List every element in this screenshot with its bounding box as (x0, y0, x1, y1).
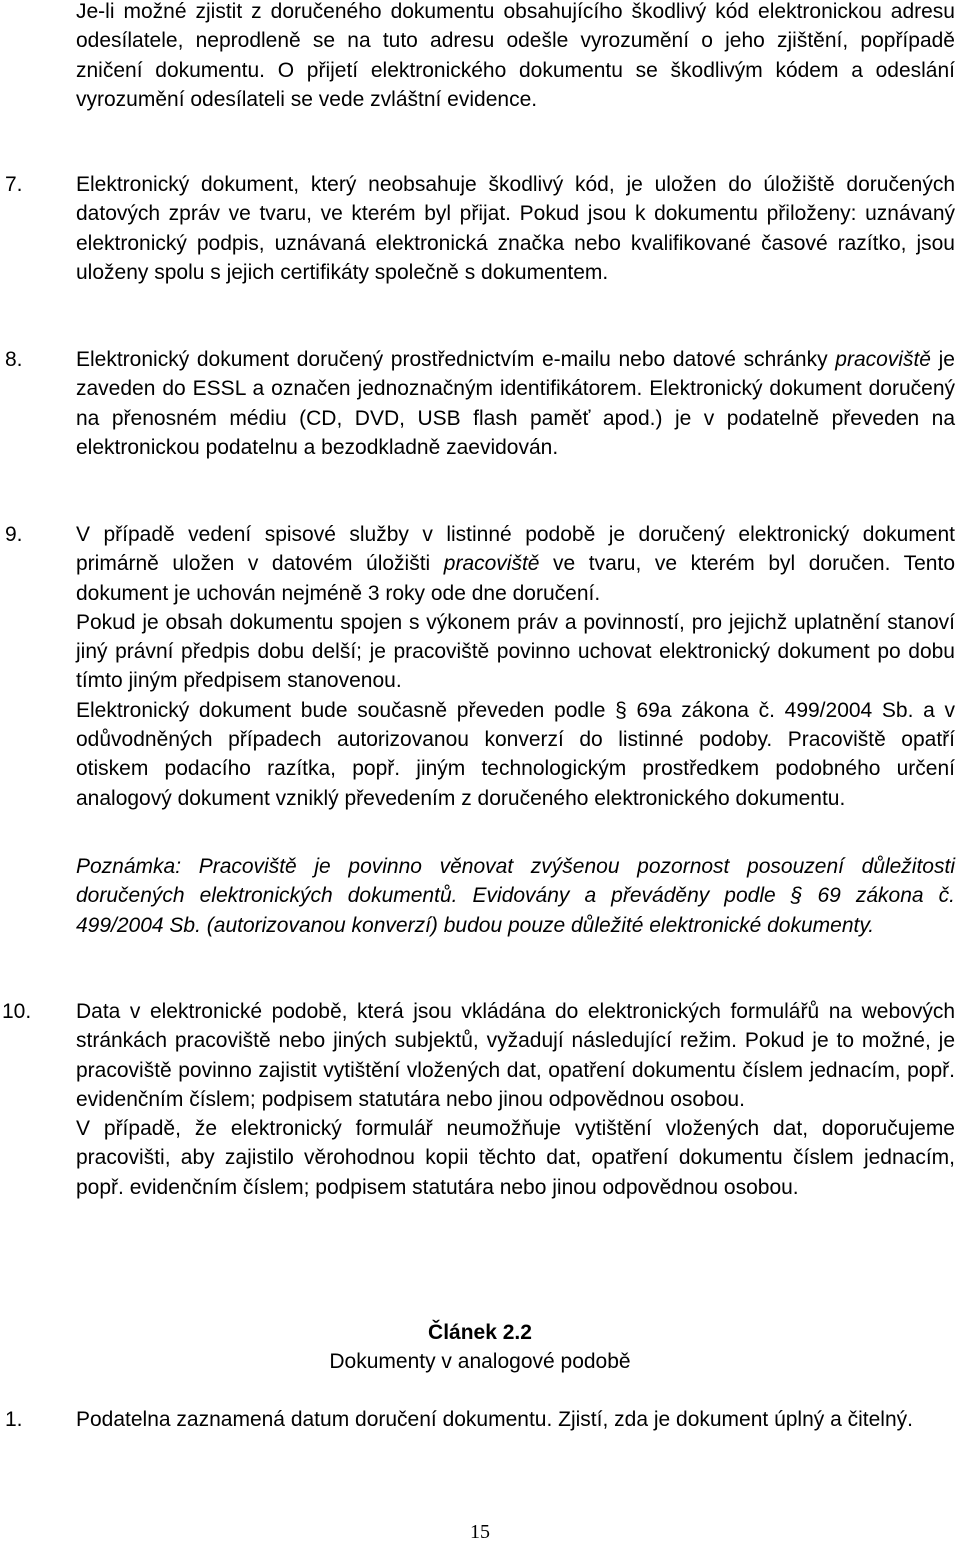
item-9-note: Poznámka: Pracoviště je povinno věnovat zvýšenou pozornost posouzení důležitosti doručených elektronických dokumentů. Evidovány a převáděny podle § 69 zákona č. 499/2004 Sb. (autorizovanou konverzí) budou pouze důležité elektronické dokumenty. (76, 855, 955, 937)
item-9-text-c: Pokud je obsah dokumentu spojen s výkonem práv a povinností, pro jejichž uplatnění stanoví jiný právní předpis dobu delší; je pracoviště povinno uchovat elektronický dokument po dobu tímto jiným předpisem stanovenou. (76, 610, 955, 693)
article-subtitle: Dokumenty v analogové podobě (329, 1350, 631, 1373)
item-10-number: 10. (2, 1000, 32, 1023)
item-10-text-a: Data v elektronické podobě, která jsou vkládána do elektronických formulářů na webových stránkách pracoviště nebo jiných subjektů, vyžadují následující režim. Pokud je to možné, je pracoviště povinno zajistit vytištění vložených dat, opatření dokumentu číslem jednacím, popř. evidenčním číslem; podpisem statutára nebo jinou odpovědnou osobou. (76, 1000, 955, 1111)
article-title: Článek 2.2 (428, 1321, 532, 1344)
item-7-number: 7. (5, 173, 23, 196)
page-number: 15 (470, 1521, 490, 1543)
item-9-paragraph (76, 520, 955, 813)
item-10-paragraph (76, 997, 955, 1202)
item-8-italic: pracoviště (835, 348, 931, 371)
item-8-paragraph (76, 345, 955, 462)
item-9-text-d: Elektronický dokument bude současně převeden podle § 69a zákona č. 499/2004 Sb. a v odůvodněných případech autorizovanou konverzí do listinné podoby. Pracoviště opatří otiskem podacího razítka, popř. jiným technologickým prostředkem podobného určení analogový dokument vzniklý převedením z doručeného elektronického dokumentu. (76, 698, 955, 810)
intro-paragraph: Je-li možné zjistit z doručeného dokumentu obsahujícího škodlivý kód elektronickou adresu odesílatele, neprodleně se na tuto adresu odešle vyrozumění o jeho zjištění, popřípadě zničení dokumentu. O přijetí elektronického dokumentu se škodlivým kódem a odeslání vyrozumění odesílateli se vede zvláštní evidence. (76, 0, 955, 111)
item-9-text-a: V případě vedení spisové služby v listinné podobě je doručený elektronický dokument primárně uložen v datovém úložišti (76, 523, 955, 576)
item-1-number: 1. (5, 1408, 23, 1431)
item-9-number: 9. (5, 523, 23, 546)
item-8-text-b: je zaveden do ESSL a označen jednoznačným identifikátorem. Elektronický dokument doručený na přenosném médiu (CD, DVD, USB flash paměť apod.) je v podatelně převeden na elektronickou podatelnu a bezodkladně zaevidován. (76, 348, 955, 459)
item-10-text-b: V případě, že elektronický formulář neumožňuje vytištění vložených dat, doporučujeme pracovišti, aby zajistilo věrohodnou kopii těchto dat, opatření dokumentu číslem jednacím, popř. evidenčním číslem; podpisem statutára nebo jinou odpovědnou osobou. (76, 1117, 955, 1199)
item-9-text-b: ve tvaru, ve kterém byl doručen. Tento dokument je uchován nejméně 3 roky ode dne doručení. (76, 552, 955, 605)
item-8-number: 8. (5, 348, 23, 371)
item-7-paragraph: Elektronický dokument, který neobsahuje škodlivý kód, je uložen do úložiště doručených datových zpráv ve tvaru, ve kterém byl přijat. Pokud jsou k dokumentu přiloženy: uznávaný elektronický podpis, uznávaná elektronická značka nebo kvalifikované časové razítko, jsou uloženy spolu s jejich certifikáty společně s dokumentem. (76, 173, 955, 284)
item-1-paragraph: Podatelna zaznamená datum doručení dokumentu. Zjistí, zda je dokument úplný a čitelný. (76, 1408, 913, 1431)
item-8-text-a: Elektronický dokument doručený prostřednictvím e-mailu nebo datové schránky (76, 348, 836, 371)
item-9-italic: pracoviště (443, 552, 540, 576)
